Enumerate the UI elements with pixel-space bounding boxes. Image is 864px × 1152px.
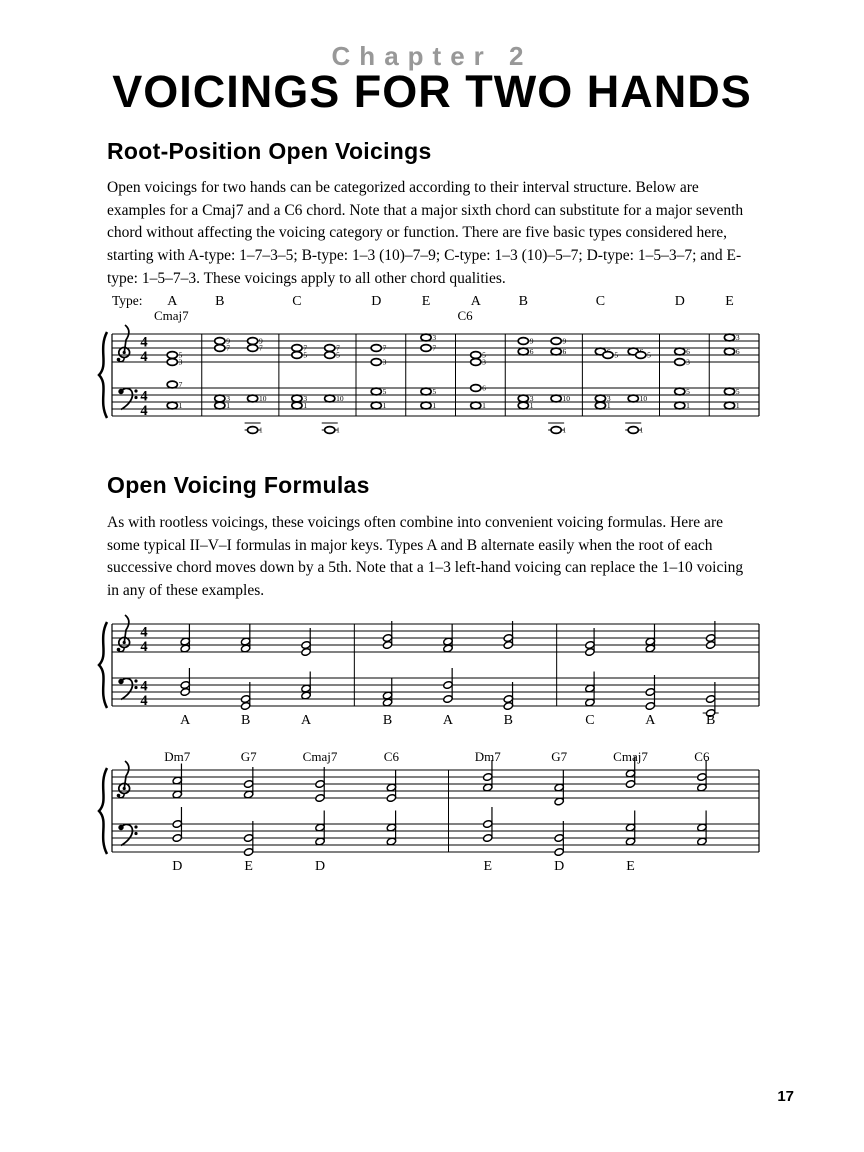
svg-text:Dm7: Dm7 <box>164 749 191 764</box>
grand-staff-svg <box>96 616 760 732</box>
svg-text:5: 5 <box>178 350 183 360</box>
svg-text:9: 9 <box>562 336 567 346</box>
svg-text:C6: C6 <box>694 749 710 764</box>
svg-text:7: 7 <box>336 343 340 353</box>
svg-text:1: 1 <box>226 401 230 411</box>
svg-text:1: 1 <box>735 401 740 411</box>
svg-text:B: B <box>518 294 528 309</box>
svg-text:3: 3 <box>226 394 230 404</box>
svg-text:D: D <box>554 859 565 874</box>
grand-staff-svg <box>96 293 760 435</box>
svg-text:1: 1 <box>303 401 308 411</box>
svg-text:A: A <box>167 294 178 309</box>
svg-text:5: 5 <box>336 350 340 360</box>
chapter-label: Chapter 2 <box>331 41 533 71</box>
svg-text:6: 6 <box>482 383 486 393</box>
svg-text:4: 4 <box>140 388 148 405</box>
svg-text:5: 5 <box>303 350 308 360</box>
svg-text:C6: C6 <box>457 308 473 323</box>
svg-text:E: E <box>244 859 253 874</box>
svg-text:7: 7 <box>303 343 308 353</box>
svg-text:1: 1 <box>382 401 387 411</box>
svg-text:1: 1 <box>259 425 263 435</box>
svg-text:4: 4 <box>140 334 148 351</box>
svg-text:3: 3 <box>382 357 387 367</box>
svg-text:D: D <box>674 294 685 309</box>
svg-text:6: 6 <box>562 347 567 357</box>
svg-text:5: 5 <box>614 350 619 360</box>
svg-text:E: E <box>483 859 493 874</box>
svg-text:5: 5 <box>432 387 437 397</box>
svg-text:B: B <box>240 713 251 728</box>
svg-text:C: C <box>585 713 595 728</box>
svg-text:7: 7 <box>178 380 183 390</box>
svg-text:9: 9 <box>226 336 230 346</box>
svg-text:A: A <box>470 294 481 309</box>
svg-text:5: 5 <box>482 350 486 360</box>
svg-text:3: 3 <box>606 394 611 404</box>
svg-text:1: 1 <box>482 401 486 411</box>
svg-text:4: 4 <box>140 693 148 710</box>
section-body-root-position: Open voicings for two hands can be categorized according to their interval structure. Below are examples for a Cmaj7 and a C6 chord. Note that a major sixth chord can substitute for a major seventh chord without affecting the voicing category or function. There are five basic types considered here, starting with A-type: 1–7–3–5; B-type: 1–3 (10)–7–9; C-type: 1–3 (10)–5–7; D-type: 1–5–3–7; and E-type: 1–5–7–3. These voicings apply to all other chord qualities. <box>107 179 744 287</box>
svg-text:Cmaj7: Cmaj7 <box>613 749 648 764</box>
svg-text:5: 5 <box>735 387 740 397</box>
svg-text:3: 3 <box>178 357 183 367</box>
svg-text:D: D <box>371 294 382 309</box>
svg-text:3: 3 <box>686 357 690 367</box>
svg-text:10: 10 <box>336 394 344 404</box>
svg-text:C6: C6 <box>383 749 399 764</box>
svg-text:5: 5 <box>686 387 690 397</box>
svg-text:6: 6 <box>686 347 690 357</box>
section-heading-root-position: Root-Position Open Voicings <box>107 138 432 164</box>
svg-text:3: 3 <box>482 357 486 367</box>
svg-text:4: 4 <box>140 639 148 656</box>
svg-text:4: 4 <box>140 678 148 695</box>
svg-text:10: 10 <box>562 394 571 404</box>
page-title: VOICINGS FOR TWO HANDS <box>112 66 752 117</box>
svg-text:E: E <box>421 294 431 309</box>
svg-text:B: B <box>503 713 514 728</box>
svg-text:C: C <box>292 294 302 309</box>
svg-text:D: D <box>314 859 326 874</box>
svg-text:7: 7 <box>432 343 437 353</box>
svg-text:3: 3 <box>432 333 437 343</box>
music-example-formula-system-2 <box>96 746 760 883</box>
svg-text:4: 4 <box>140 624 148 641</box>
svg-text:Cmaj7: Cmaj7 <box>302 749 338 764</box>
svg-text:3: 3 <box>303 394 308 404</box>
svg-text:4: 4 <box>140 403 148 420</box>
svg-text:1: 1 <box>686 401 690 411</box>
svg-text:A: A <box>180 713 191 728</box>
svg-text:3: 3 <box>529 394 534 404</box>
music-example-voicing-types <box>96 293 760 435</box>
svg-text:5: 5 <box>382 387 387 397</box>
svg-text:10: 10 <box>259 394 267 404</box>
svg-text:9: 9 <box>259 336 263 346</box>
svg-text:1: 1 <box>336 425 340 435</box>
svg-text:G7: G7 <box>240 749 257 764</box>
svg-text:Cmaj7: Cmaj7 <box>154 308 189 323</box>
svg-text:1: 1 <box>432 401 437 411</box>
section-heading-open-voicing-formulas: Open Voicing Formulas <box>107 472 370 498</box>
svg-text:E: E <box>626 859 635 874</box>
svg-text:6: 6 <box>529 347 534 357</box>
svg-text:C: C <box>595 294 606 309</box>
svg-text:A: A <box>442 713 454 728</box>
grand-staff-svg <box>96 746 760 878</box>
svg-text:5: 5 <box>647 350 651 360</box>
svg-text:B: B <box>706 713 716 728</box>
svg-text:G7: G7 <box>551 749 568 764</box>
svg-text:10: 10 <box>639 394 648 404</box>
svg-text:3: 3 <box>735 333 740 343</box>
svg-text:7: 7 <box>382 343 387 353</box>
svg-text:E: E <box>725 294 734 309</box>
music-example-formula-system-1 <box>96 616 760 737</box>
svg-text:D: D <box>172 859 183 874</box>
svg-text:9: 9 <box>529 336 534 346</box>
svg-text:1: 1 <box>639 425 644 435</box>
svg-text:6: 6 <box>735 347 740 357</box>
svg-text:7: 7 <box>226 343 230 353</box>
svg-text:1: 1 <box>529 401 534 411</box>
svg-text:A: A <box>645 713 656 728</box>
svg-text:Dm7: Dm7 <box>474 749 501 764</box>
section-body-open-voicing-formulas: As with rootless voicings, these voicings often combine into convenient voicing formulas. Here are some typical II–V–I formulas in major keys. Types A and B alternate easily when the root of each successive chord moves down by a 5th. Note that a 1–3 left-hand voicing can replace the 1–10 voicing in any of these examples. <box>107 514 744 599</box>
svg-text:1: 1 <box>178 401 183 411</box>
svg-text:B: B <box>215 294 225 309</box>
svg-text:Type:: Type: <box>112 293 143 308</box>
svg-text:A: A <box>300 713 312 728</box>
svg-text:1: 1 <box>606 401 611 411</box>
svg-text:4: 4 <box>140 349 148 366</box>
svg-text:1: 1 <box>562 425 567 435</box>
svg-text:B: B <box>382 713 393 728</box>
page-number: 17 <box>777 1088 794 1105</box>
svg-text:7: 7 <box>259 343 263 353</box>
